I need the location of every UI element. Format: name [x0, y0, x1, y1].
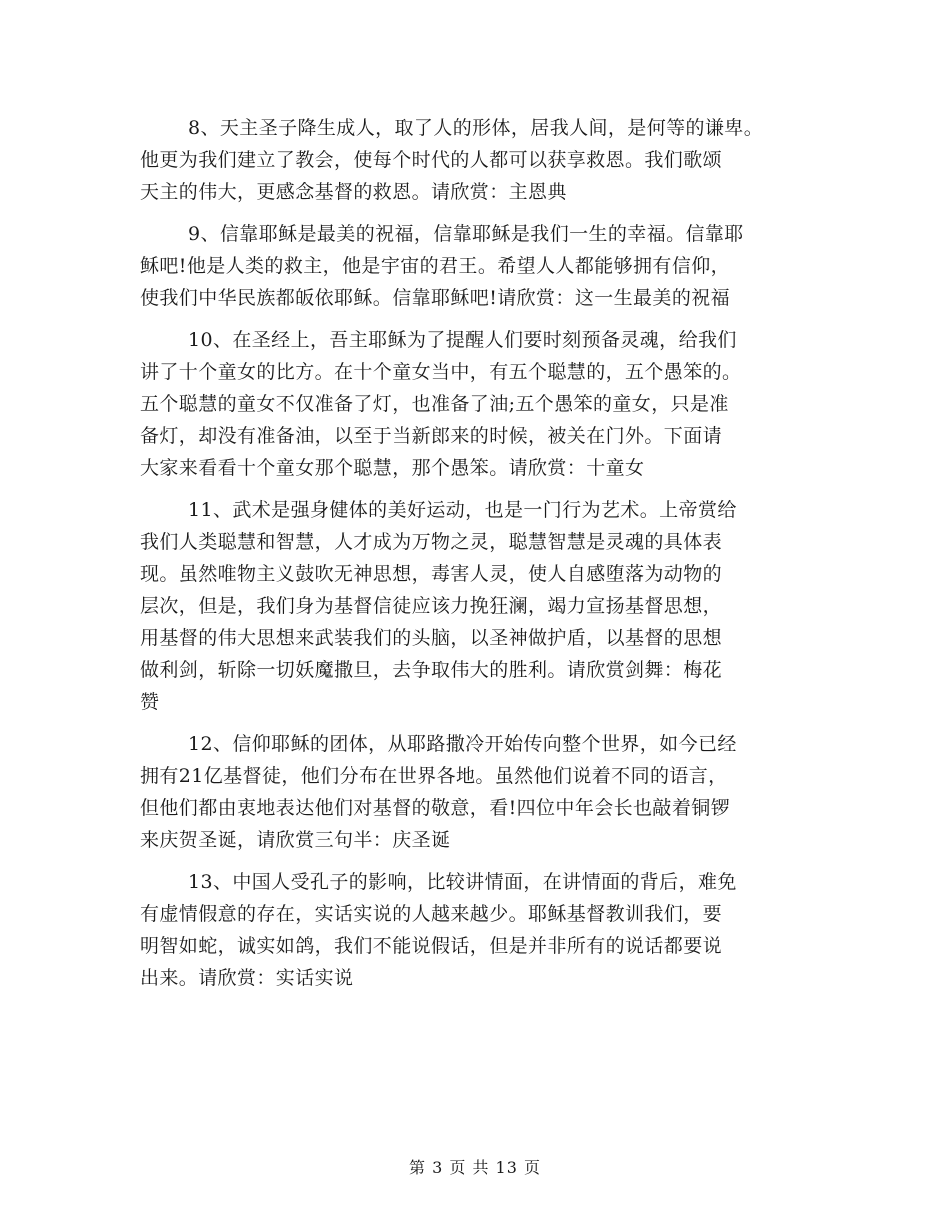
text-line: 使我们中华民族都皈依耶稣。信靠耶稣吧!请欣赏：这一生最美的祝福: [140, 287, 731, 309]
text-line: 用基督的伟大思想来武装我们的头脑，以圣神做护盾，以基督的思想: [140, 627, 723, 649]
text-line: 讲了十个童女的比方。在十个童女当中，有五个聪慧的，五个愚笨的。: [140, 361, 742, 383]
text-line: 10、在圣经上，吾主耶稣为了提醒人们要时刻预备灵魂，给我们: [188, 329, 737, 351]
text-line: 大家来看看十个童女那个聪慧，那个愚笨。请欣赏：十童女: [140, 457, 645, 479]
paragraph-13: [140, 866, 810, 994]
text-line: 赞: [140, 691, 160, 713]
paragraph-8: [140, 112, 810, 208]
text-line: 有虚情假意的存在，实话实说的人越来越少。耶稣基督教训我们，要: [140, 903, 723, 925]
text-line: 他更为我们建立了教会，使每个时代的人都可以获享救恩。我们歌颂: [140, 149, 723, 171]
text-line: 五个聪慧的童女不仅准备了灯，也准备了油;五个愚笨的童女，只是准: [140, 393, 729, 415]
paragraph-12: [140, 728, 810, 856]
paragraph-9: [140, 218, 810, 314]
text-line: 稣吧!他是人类的救主，他是宇宙的君王。希望人人都能够拥有信仰，: [140, 255, 731, 277]
text-line: 12、信仰耶稣的团体，从耶路撒冷开始传向整个世界，如今已经: [188, 733, 737, 755]
text-line: 来庆贺圣诞，请欣赏三句半：庆圣诞: [140, 829, 451, 851]
text-line: 但他们都由衷地表达他们对基督的敬意，看!四位中年会长也敲着铜锣: [140, 797, 731, 819]
text-line: 层次，但是，我们身为基督信徒应该力挽狂澜，竭力宣扬基督思想，: [140, 595, 723, 617]
text-line: 拥有21亿基督徒，他们分布在世界各地。虽然他们说着不同的语言，: [140, 765, 728, 787]
text-line: 11、武术是强身健体的美好运动，也是一门行为艺术。上帝赏给: [188, 499, 737, 521]
text-line: 天主的伟大，更感念基督的救恩。请欣赏：主恩典: [140, 181, 567, 203]
text-line: 备灯，却没有准备油，以至于当新郎来的时候，被关在门外。下面请: [140, 425, 723, 447]
document-body: [140, 112, 810, 1004]
text-line: 明智如蛇，诚实如鸽，我们不能说假话，但是并非所有的说话都要说: [140, 935, 723, 957]
text-line: 9、信靠耶稣是最美的祝福，信靠耶稣是我们一生的幸福。信靠耶: [188, 223, 744, 245]
text-line: 13、中国人受孔子的影响，比较讲情面，在讲情面的背后，难免: [188, 871, 737, 893]
text-line: 我们人类聪慧和智慧，人才成为万物之灵，聪慧智慧是灵魂的具体表: [140, 531, 723, 553]
paragraph-11: [140, 494, 810, 718]
text-line: 8、天主圣子降生成人，取了人的形体，居我人间，是何等的谦卑。: [188, 117, 764, 139]
paragraph-10: [140, 324, 810, 484]
text-line: 出来。请欣赏：实话实说: [140, 967, 354, 989]
text-line: 做利剑，斩除一切妖魔撒旦，去争取伟大的胜利。请欣赏剑舞：梅花: [140, 659, 723, 681]
page-number-footer: 第 3 页 共 13 页: [409, 1158, 541, 1177]
text-line: 现。虽然唯物主义鼓吹无神思想，毒害人灵，使人自感堕落为动物的: [140, 563, 723, 585]
